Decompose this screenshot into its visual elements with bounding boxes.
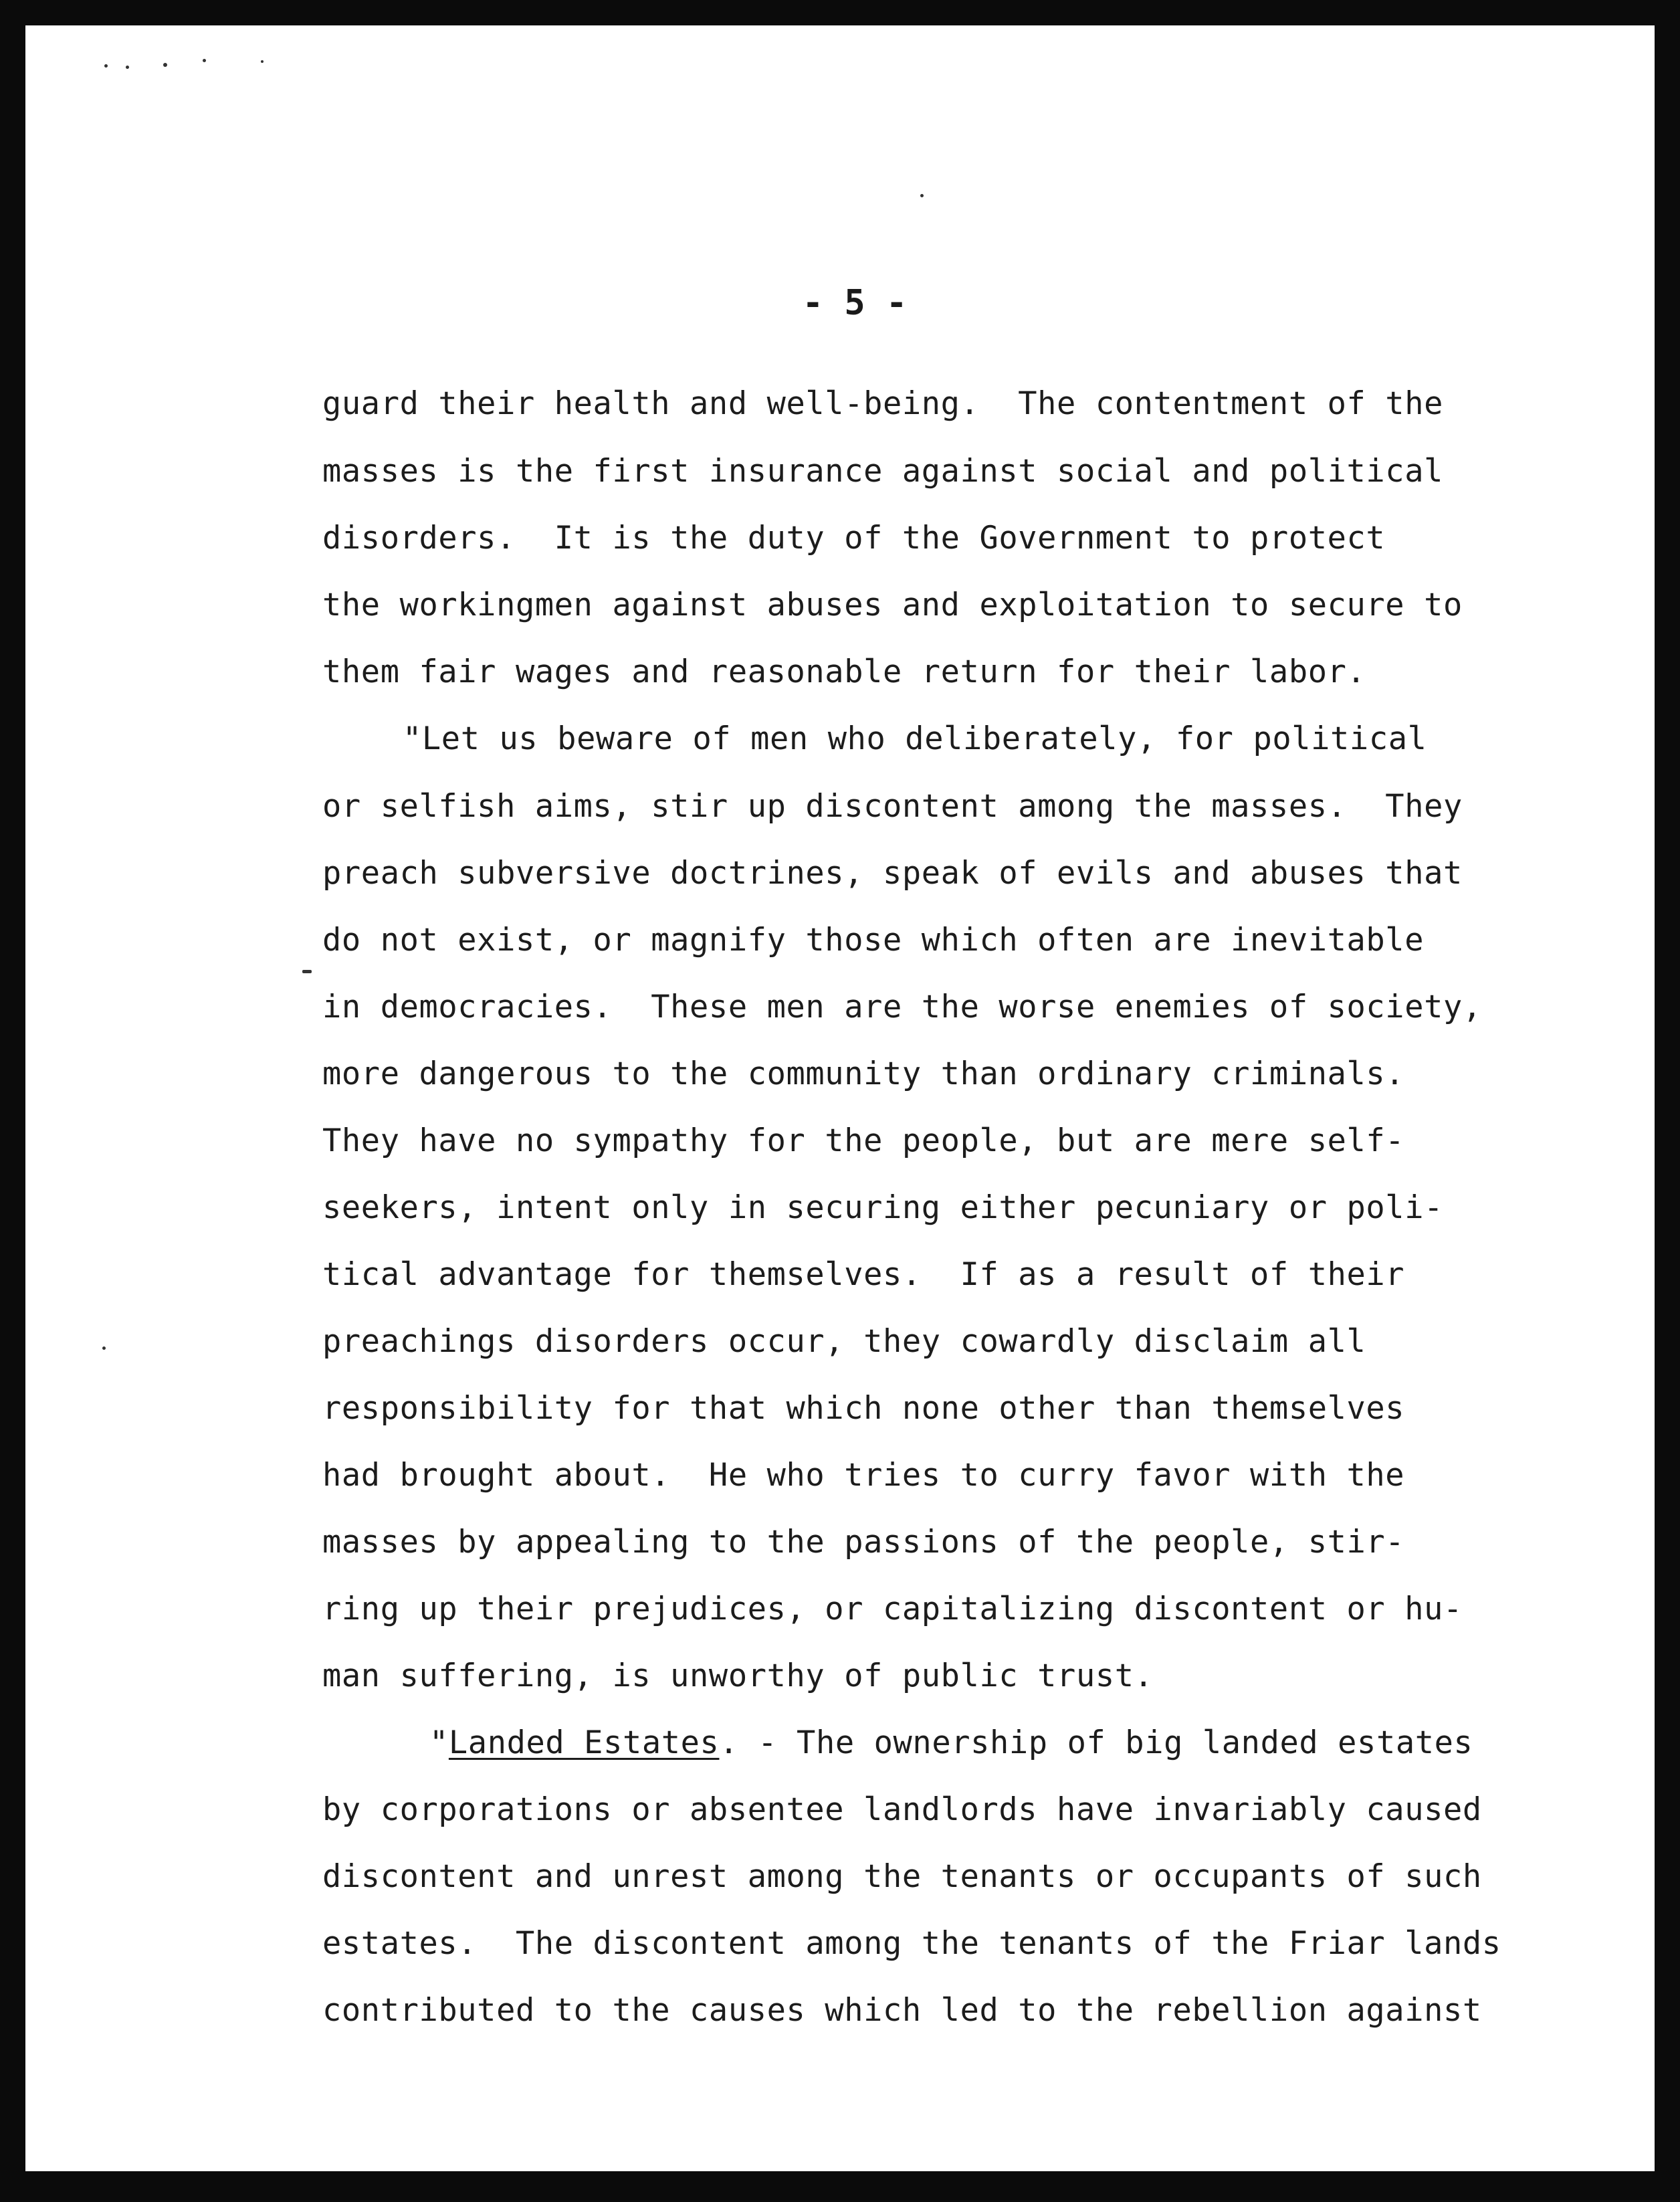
text-line: masses is the first insurance against social and political (322, 453, 1443, 490)
text-line: man suffering, is unworthy of public trust. (322, 1658, 1154, 1694)
text-line: disorders. It is the duty of the Government to protect (322, 520, 1386, 557)
paragraph-first-line: "Let us beware of men who deliberately, for political (403, 720, 1427, 757)
scan-speck (126, 66, 129, 69)
text-line: preachings disorders occur, they cowardly disclaim all (322, 1323, 1366, 1360)
landed-estates-heading: Landed Estates (448, 1724, 720, 1761)
text-line: the workingmen against abuses and exploitation to secure to (322, 587, 1463, 623)
text-line: more dangerous to the community than ordinary criminals. (322, 1056, 1405, 1092)
document-page (25, 25, 1655, 2171)
opening-quote: " (429, 1724, 449, 1761)
scan-speck (920, 194, 924, 197)
text-line: seekers, intent only in securing either pecuniary or poli- (322, 1189, 1443, 1226)
text-line: do not exist, or magnify those which often are inevitable (322, 922, 1425, 959)
scan-speck (163, 63, 167, 67)
text-line: guard their health and well-being. The contentment of the (322, 385, 1443, 422)
text-line: They have no sympathy for the people, but are mere self- (322, 1122, 1405, 1159)
text-line: tical advantage for themselves. If as a result of their (322, 1256, 1405, 1293)
text-line: preach subversive doctrines, speak of evils and abuses that (322, 855, 1463, 892)
scan-speck (104, 64, 108, 68)
text-line: by corporations or absentee landlords have invariably caused (322, 1791, 1482, 1828)
scan-speck (261, 60, 264, 63)
heading-continuation: . - The ownership of big landed estates (719, 1724, 1473, 1761)
page-number: - 5 - (802, 283, 908, 323)
text-line: estates. The discontent among the tenants of the Friar lands (322, 1925, 1501, 1962)
text-line: responsibility for that which none other than themselves (322, 1390, 1405, 1427)
text-line: discontent and unrest among the tenants or occupants of such (322, 1858, 1482, 1895)
text-line: masses by appealing to the passions of the people, stir- (322, 1524, 1405, 1561)
text-line: or selfish aims, stir up discontent among the masses. They (322, 788, 1463, 825)
text-line: them fair wages and reasonable return for their labor. (322, 654, 1366, 690)
landed-estates-heading-line (429, 1724, 1473, 1761)
text-line: contributed to the causes which led to the rebellion against (322, 1992, 1482, 2029)
scan-speck (102, 1346, 106, 1350)
text-line: in democracies. These men are the worse enemies of society, (322, 989, 1482, 1025)
text-line: had brought about. He who tries to curry favor with the (322, 1457, 1405, 1494)
scan-speck (203, 59, 206, 62)
text-line: ring up their prejudices, or capitalizing discontent or hu- (322, 1591, 1463, 1627)
scan-speck (302, 970, 312, 973)
